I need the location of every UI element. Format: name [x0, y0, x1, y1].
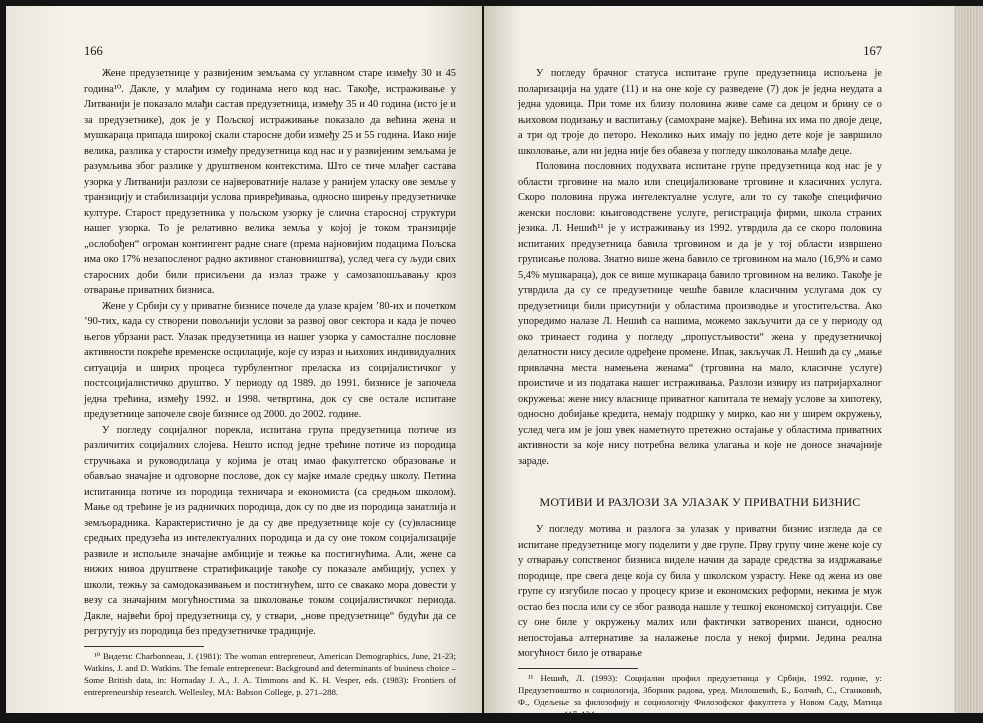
paragraph: Жене предузетнице у развијеним земљама су углавном старе између 30 и 45 година¹⁰. Дакле, у млађим су годинама него код нас. Такође, истраживање у Литванији је показало млађи састав предузетница, између 35 и 40 година (исто је и за предузетнике), док је у Пољској истраживање показало да већина жена и мушкараца припада широкој скали старосне доби између 25 и 55 година. Иако није велика, разлика у старости између предузетница код нас и у развијеним земљама је разумљива због разлике у друштвеном контекстима. Што се тиче млађег састава узорка у Литванији разлози се највероватније налазе у ранијем уласку ове земље у транзицију и стабилизацији услова привређивања, односно ширењу предузетничке културе. Старост предузетника у пољском узорку је слична старосној структури нашег узорка. То је релативно велика земља у којој је током транзиције „ослобођен“ огроман контингент радне снаге (према најновијим подацима Пољска има око 17% незапосленог радно активног становништва), услед чега су људи свих старосних доби били присиљени да излаз траже у самозапошљавању кроз отварање приватних бизниса.	[84, 68, 456, 296]
left-page	[6, 6, 482, 713]
footnote-divider	[518, 668, 638, 669]
paragraph: У погледу социјалног порекла, испитана група предузетница потиче из различитих социјалних слојева. Нешто испод једне трећине потиче из породица стручњака и руководилаца у којима је отац имао факултетско образовање и обављао значајне и одговорне послове, док су мајке имале средњу школу. Петина испитаница потиче из породица техничара и економиста (са средњом школом). Мање од трећине је из радничких породица, док су по две из породица занатлија и земљорадника. Карактеристично је да су две предузетнице које су (су)власнице средњих предузећа из интелектуалних породица и да су оне током социјализације развиле и испољиле значајне амбиције и тежње ка постигнућима. Али, жене са нижих нивоа друштвене стратификације такође су показале амбицију, успех у школи, тежњу за самодоказивањем и постигнућем, што се свакако мора довести у везу са значајним могућностима за школовање током социјалистичког периода. Дакле, највећи број предузетница су, у ствари, „нове предузетнице“ будући да се регрутују из породица без предузетничке традиције.	[84, 424, 456, 637]
section-heading: МОТИВИ И РАЗЛОЗИ ЗА УЛАЗАК У ПРИВАТНИ БИЗНИС	[539, 495, 861, 509]
page-number: 167	[863, 44, 882, 58]
footnote: ¹⁰ Видети: Charbonneau, J. (1981): The woman entrepreneur, American Demographics, June, 21-23; Watkins, J. and D. Watkins. The female entrepreneur: Background and determinants of business choice – Some British data, in: Hornaday J. A., J. A. Timmons and K. H. Vesper, eds. (1983): Frontiers of entrepreneurship research. Wellesley, MA: Babson College, p. 271–288.	[84, 650, 456, 697]
paragraph: Жене у Србији су у приватне бизнисе почеле да улазе крајем ’80-их и почетком ’90-тих, када су створени повољнији услови за развој овог сектора и када је почео његов убрзани раст. Улазак предузетница из нашег узорка у самосталне пословне активности покреће временске осцилације, које су израз и њихових индивидуалних ситуација и ширих процеса турбулентног преласка из социјалистичког у постсоцијалистичко друштво. У периоду од 1989. до 1991. бизнисе је започела једна трећина, између 1992. и 1998. четвртина, док су све остале испитане предузетнице започеле своје бизнисе од 2000. до 2002. године.	[84, 300, 456, 420]
paragraph: У погледу мотива и разлога за улазак у приватни бизнис изгледа да се испитане предузетнице могу поделити у две групе. Прву групу чине жене које су у отварању сопственог бизниса виделе начин да зараде средства за издржавање породице, пре свега деце која су била у школском узрасту. Неке од жена из ове групе су изгубиле посао у процесу кризе и економских реформи, некима је муж остао без посла или су се због развода нашле у тешкој економској ситуацији. Све су оне биле у окружењу малих или фактички затворених шанси, односно непостојања алтернативе за налажење посла у некој фирми. Једина реална могућност било је отварање	[518, 524, 882, 659]
page-edges	[954, 6, 983, 713]
right-page	[484, 6, 954, 719]
footnote-divider	[84, 646, 204, 647]
paragraph: Половина пословних подухвата испитане групе предузетница код нас је у области трговине на мало или специјализоване трговине и класичних услуга. Скоро половина пружа интелектуалне услуге, али то су такође специфично женски послови: књиговодствене услуге, регистрација фирми, школа страних језика. Л. Нешић¹¹ је у истраживању из 1992. утврдила да се скоро половина испитаних предузетница бавила трговином и да је у тој области извршено груписање полова. Знатно више жена бавило се трговином на мало (16,9% и само 5,4% мушкараца), док се више мушкараца бавило трговином на велико. Такође је утврдила да су се предузетнице чешће бавиле класичним услугама док су предузетници били присутнији у областима производње и угоститељства. Ако упоредимо налазе Л. Нешић са нашима, можемо закључити да се у периоду од око тринаест година у погледу „пропустљивости“ жена у предузетничкој делатности нису десиле одређене промене. Ипак, закључак Л. Нешић да су „мање привлачна места намењена женама“ (трговина на мало, класичне услуге) проистиче и из података нашег истраживања. Разлози извиру из патријархалног окружења: жене нису власнице приватног капитала те немају услове за хипотеку, односно добијање кредита, немају подршку у мирко, као ни у ширем окружењу, услед чега им је још увек наметнуто претежно остајање у областима приватних активности за које нису потребна велика улагања и које не доносе значајније зараде.	[518, 161, 882, 467]
paragraph: У погледу брачног статуса испитане групе предузетница испољена је поларизација на удате (11) и на оне које су разведене (7) док је једна неудата а једна удовица. При томе их близу половина живе саме са децом и брину се о њиховом подизању и васпитању (самохране мајке). Већина их има по двоје деце, а три од троје до петоро. Неколико њих имају по једно дете које је завршило школовање, али ни једна није без обавеза у погледу школовања млађе деце.	[518, 68, 882, 157]
footnote: ¹¹ Нешић, Л. (1993): Социјални профил предузетница у Србији, 1992. године, у: Предузетништво и социологија, Зборник радова, уред. Милошевић, Б., Болчић, С., Станковић, Ф., Одељење за филозофију и социологију Филозофског факултета у Новом Саду, Матица српска, стр. 117–124.	[518, 672, 882, 719]
page-number: 166	[84, 44, 103, 58]
